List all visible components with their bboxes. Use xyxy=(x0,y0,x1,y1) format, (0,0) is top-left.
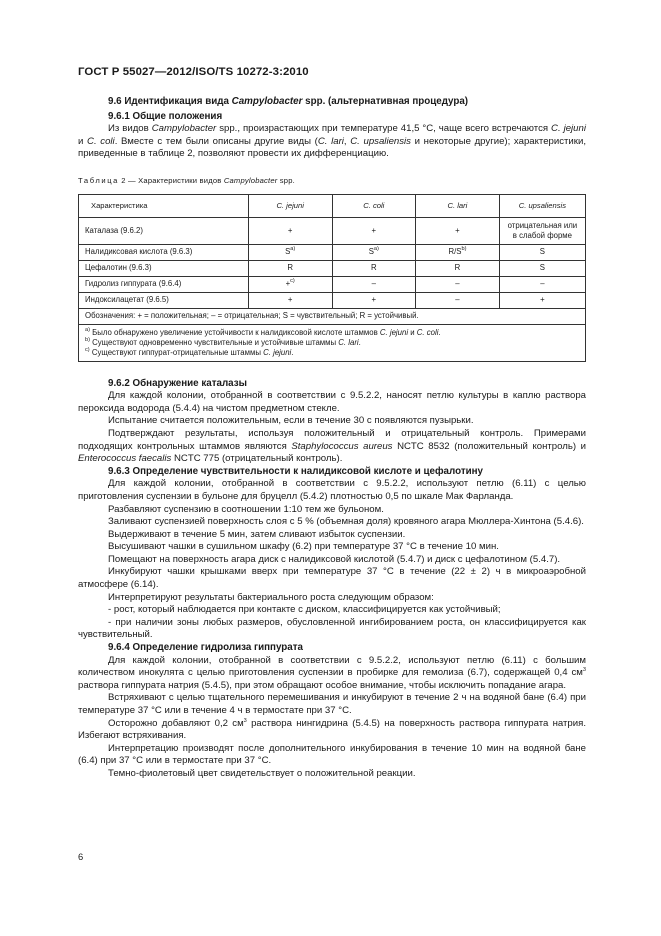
cell-value: R xyxy=(332,260,416,276)
document-header: ГОСТ Р 55027—2012/ISO/TS 10272-3:2010 xyxy=(78,66,309,78)
cell-value: $R/S^{b)}$ xyxy=(416,244,500,260)
table-2 xyxy=(78,194,586,362)
column-header-c-coli: C. coli xyxy=(332,194,416,217)
cell-value: + xyxy=(248,217,332,244)
footnote-a: $^{a)}$ Было обнаружено увеличение устойчивости к налидиксовой кислоте штаммов C. jejuni и C. coli. xyxy=(85,326,441,337)
cell-value: – xyxy=(416,276,500,292)
cell-value: отрицательная или в слабой форме xyxy=(499,217,585,244)
page-content xyxy=(78,96,586,781)
table-legend: Обозначения: + = положительная; – = отрицательная; S = чувствительный; R = устойчивый. xyxy=(79,308,586,324)
footnote-c: $^{c)}$ Существуют гиппурат-отрицательные штаммы C. jejuni. xyxy=(85,346,294,357)
paragraph: Для каждой колонии, отобранной в соответствии с 9.5.2.2, используют петлю (6.11) с целью приготовления суспензии в бульоне для бруцелл (5.4.2) плотностью 0,5 по шкале Мак Фарланда. xyxy=(78,478,586,502)
table-2-caption: Таблица 2 — Характеристики видов Campylobacter spp. xyxy=(78,175,295,185)
column-header-c-jejuni: C. jejuni xyxy=(248,194,332,217)
column-header-c-lari: C. lari xyxy=(416,194,500,217)
cell-value: – xyxy=(416,292,500,308)
paragraph: Инкубируют чашки крышками вверх при температуре 37 °С в течение (22 ± 2) ч в микроаэробной атмосфере (6.14). xyxy=(78,566,586,591)
paragraph: Интерпретацию производят после дополнительного инкубирования в течение 10 мин на водяной бане (6.4) при 37 °С или в термостате при 37 °С. xyxy=(78,742,586,767)
list-item: - рост, который наблюдается при контакте с диском, классифицируется как устойчивый; xyxy=(108,604,501,616)
list-item: - при наличии зоны любых размеров, обусловленной ингибированием роста, он классифицируется как чувствительный. xyxy=(78,616,586,641)
section-9-6-4-heading: 9.6.4 Определение гидролиза гиппурата xyxy=(108,642,303,654)
table-row xyxy=(79,244,586,260)
row-name-catalase: Каталаза (9.6.2) xyxy=(79,217,249,244)
table-row xyxy=(79,292,586,308)
paragraph: Помещают на поверхность агара диск с налидиксовой кислотой (5.4.7) и диск с цефалотином (5.4.7). xyxy=(108,553,561,565)
row-name-cephalothin: Цефалотин (9.6.3) xyxy=(79,260,249,276)
column-header-c-upsaliensis: C. upsaliensis xyxy=(499,194,585,217)
cell-value: S xyxy=(499,244,585,260)
paragraph: Разбавляют суспензию в соотношении 1:10 тем же бульоном. xyxy=(108,503,384,515)
paragraph: Темно-фиолетовый цвет свидетельствует о положительной реакции. xyxy=(108,767,416,779)
cell-value: $S^{a)}$ xyxy=(332,244,416,260)
footnote-b: $^{b)}$ Существуют одновременно чувствительные и устойчивые штаммы C. lari. xyxy=(85,336,361,347)
paragraph: Подтверждают результаты, используя положительный и отрицательный контроль. Примерами подходящих контрольных штаммов являются Staphylococcus aureus NCTC 8532 (положительный контроль) и Enterococcus faecalis NCTC 775 (отрицательный контроль). xyxy=(78,427,587,465)
page-number: 6 xyxy=(78,851,84,862)
row-name-nalidixic-acid: Налидиксовая кислота (9.6.3) xyxy=(79,244,249,260)
cell-value: + xyxy=(416,217,500,244)
table-row xyxy=(79,276,586,292)
section-9-6-2-heading: 9.6.2 Обнаружение каталазы xyxy=(108,377,247,389)
paragraph: Осторожно добавляют 0,2 $см^3$ раствора нингидрина (5.4.5) на поверхность раствора гиппурата натрия. Избегают встряхивания. xyxy=(78,717,586,742)
cell-value: + xyxy=(332,292,416,308)
row-name-hippurate-hydrolysis: Гидролиз гиппурата (9.6.4) xyxy=(79,276,249,292)
paragraph: Заливают суспензией поверхность слоя с 5 % (объемная доля) кровяного агара Мюллера-Хинтона (5.4.6). xyxy=(108,516,584,528)
cell-value: $S^{a)}$ xyxy=(248,244,332,260)
column-header-characteristic: Характеристика xyxy=(79,194,249,217)
paragraph: Высушивают чашки в сушильном шкафу (6.2) при температуре 37 °С в течение 10 мин. xyxy=(108,541,499,553)
paragraph: Испытание считается положительным, если в течение 30 с появляются пузырьки. xyxy=(108,415,474,427)
cell-value: – xyxy=(332,276,416,292)
table-row xyxy=(79,260,586,276)
paragraph: Для каждой колонии, отобранной в соответствии с 9.5.2.2, наносят петлю культуры в каплю раствора пероксида водорода (5.4.4) на чистом предметном стекле. xyxy=(78,390,586,414)
paragraph: Выдерживают в течение 5 мин, затем сливают избыток суспензии. xyxy=(108,528,406,540)
cell-value: S xyxy=(499,260,585,276)
section-9-6-1-heading: 9.6.1 Общие положения xyxy=(108,110,223,122)
section-9-6-heading: 9.6 Идентификация вида Campylobacter spp. (альтернативная процедура) xyxy=(108,96,469,107)
section-9-6-3-heading: 9.6.3 Определение чувствительности к налидиксовой кислоте и цефалотину xyxy=(108,465,484,477)
cell-value: – xyxy=(499,276,585,292)
paragraph: Для каждой колонии, отобранной в соответствии с 9.5.2.2, используют петлю (6.11) с большим количеством инокулята с целью приготовления суспензии в пробирке для гемолиза (6.7), содержащей 0,4 $см^3$ раствора гиппурата натрия (5.4.5), при этом обращают особое внимание, чтобы исключить попадание агара. xyxy=(78,654,586,691)
table-footnotes xyxy=(79,324,586,361)
cell-value: +$^{c)}$ xyxy=(248,276,332,292)
cell-value: + xyxy=(248,292,332,308)
table-notes-row xyxy=(79,324,586,361)
paragraph: Интерпретируют результаты бактериального роста следующим образом: xyxy=(108,591,434,603)
cell-value: R xyxy=(248,260,332,276)
paragraph: Встряхивают с целью тщательного перемешивания и инкубируют в течение 2 ч на водяной бане (6.4) при температуре 37 °С или в течение 4 ч в термостате при 37 °С. xyxy=(78,692,586,716)
table-legend-row xyxy=(79,308,586,324)
cell-value: + xyxy=(499,292,585,308)
row-name-indoxyl-acetate: Индоксилацетат (9.6.5) xyxy=(79,292,249,308)
section-9-6-1-paragraph: Из видов Campylobacter spp., произрастающих при температуре 41,5 °С, чаще всего встречаются C. jejuni и C. coli. Вместе с тем были описаны другие виды (C. lari, C. upsaliensis и некоторые другие); характеристики, приведенные в таблице 2, позволяют провести их дифференциацию. xyxy=(78,123,587,160)
cell-value: + xyxy=(332,217,416,244)
cell-value: R xyxy=(416,260,500,276)
table-header-row xyxy=(79,194,586,217)
table-row xyxy=(79,217,586,244)
